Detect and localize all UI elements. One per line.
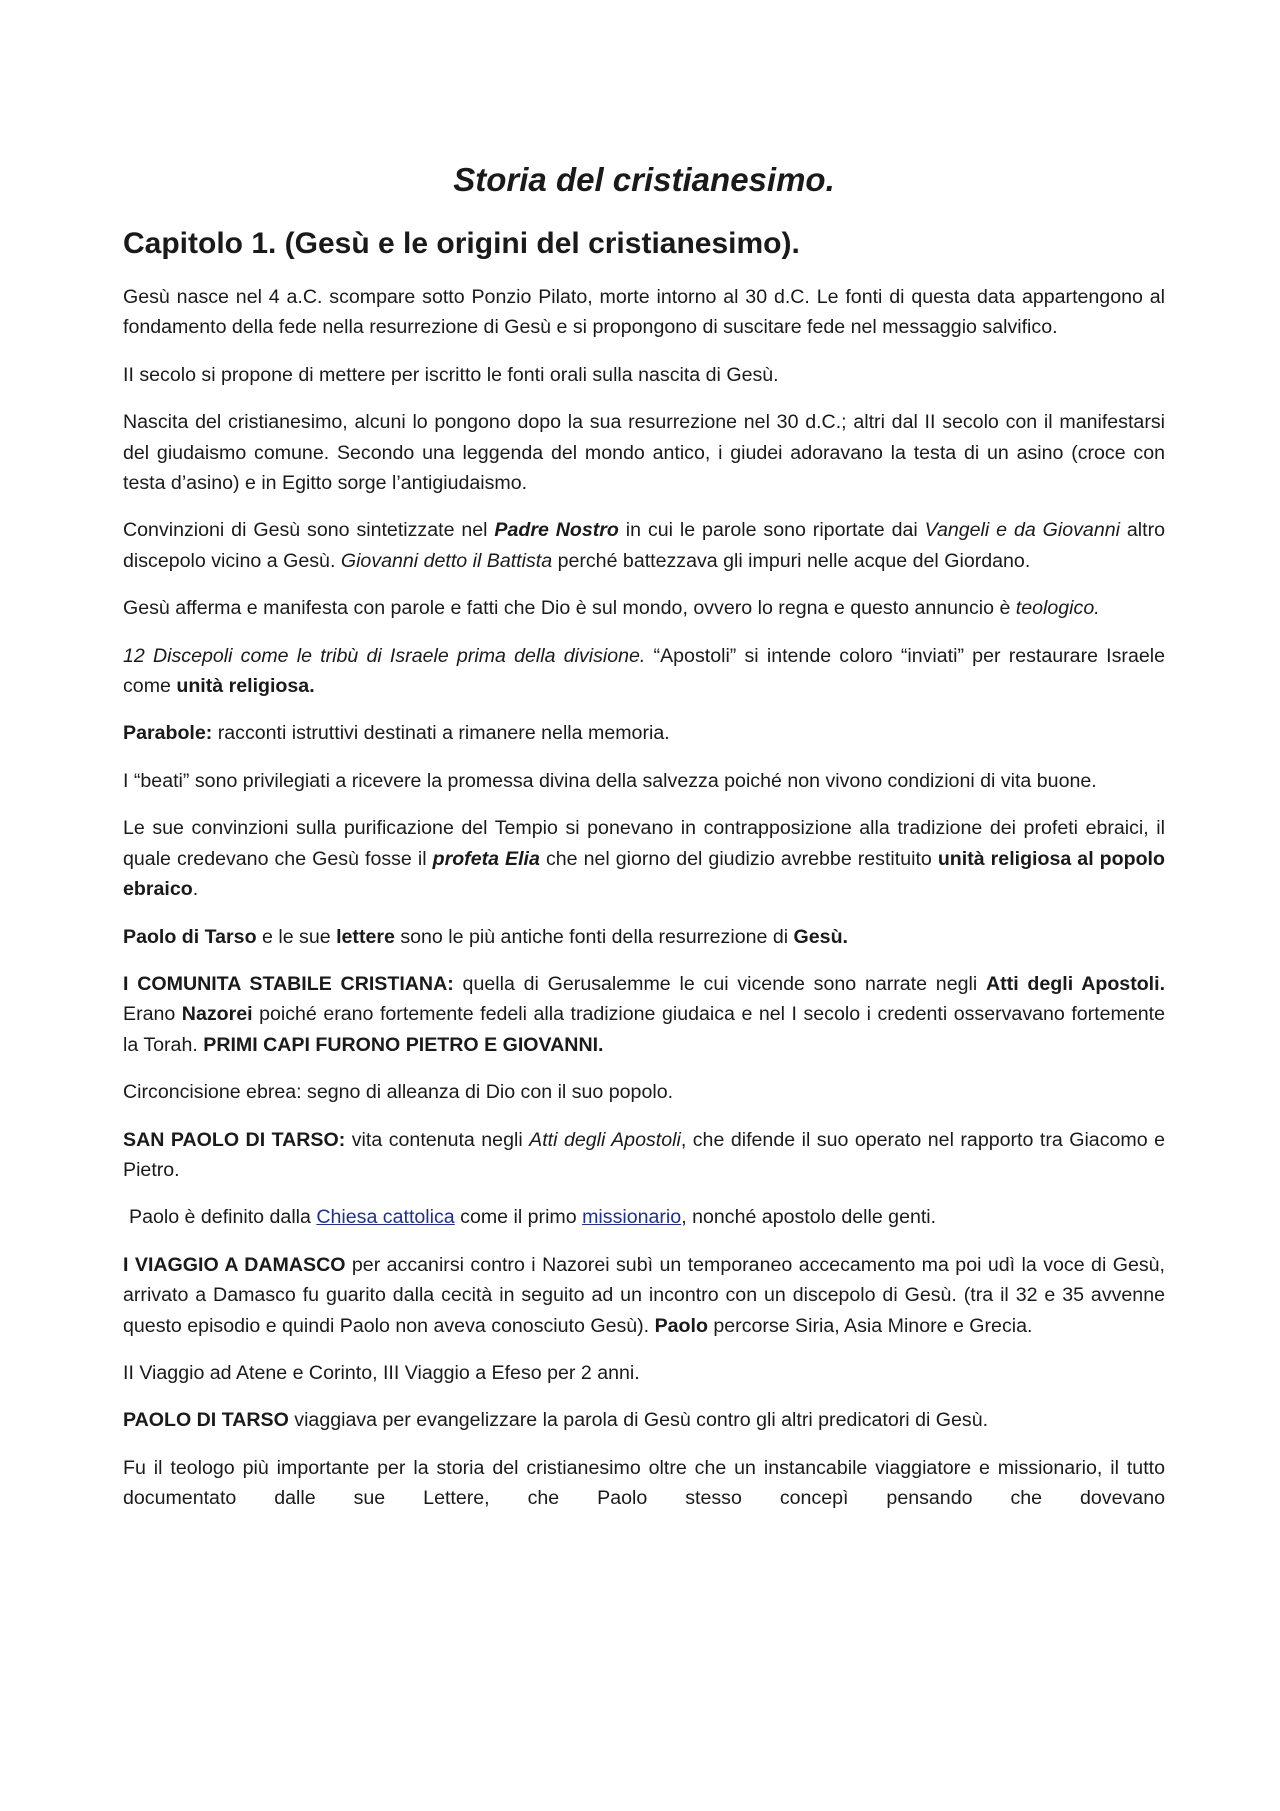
text-run: percorse Siria, Asia Minore e Grecia.: [707, 1314, 1033, 1337]
paragraph-16: II Viaggio ad Atene e Corinto, III Viaggio a Efeso per 2 anni.: [123, 1361, 640, 1384]
paragraph-9: [123, 813, 1165, 904]
text-run: altro discepolo vicino a Gesù.: [123, 519, 1165, 572]
bold-run: PAOLO DI TARSO: [123, 1409, 289, 1432]
bold-run: I COMUNITA STABILE CRISTIANA:: [123, 972, 454, 995]
chapter-heading: Capitolo 1. (Gesù e le origini del cristianesimo).: [123, 227, 800, 260]
text-run: Gesù afferma e manifesta con parole e fatti che Dio è sul mondo, ovvero lo regna e questo annuncio è: [123, 597, 1016, 620]
link-missionario[interactable]: missionario: [582, 1206, 682, 1229]
italic-run: Atti degli Apostoli: [529, 1128, 681, 1151]
text-run: e le sue: [256, 925, 337, 948]
bold-italic-run: Padre Nostro: [494, 519, 619, 542]
italic-run: Giovanni detto il Battista: [340, 549, 553, 572]
text-run: in cui le parole sono riportate dai: [618, 519, 925, 542]
link-chiesa-cattolica[interactable]: Chiesa cattolica: [316, 1206, 455, 1229]
paragraph-14: [123, 1202, 1165, 1232]
text-run: viaggiava per evangelizzare la parola di Gesù contro gli altri predicatori di Gesù.: [288, 1409, 989, 1432]
text-run: racconti istruttivi destinati a rimanere nella memoria.: [212, 722, 670, 745]
document-page: [123, 158, 1165, 1531]
bold-run: I VIAGGIO A DAMASCO: [123, 1253, 346, 1276]
text-run: per accanirsi contro i Nazorei subì un temporaneo accecamento ma poi udì la voce di Gesù, arrivato a Damasco fu guarito dalla cecità in seguito ad un incontro con un discepolo di Gesù. (tra il 32 e 35 avvenne questo episodio e quindi Paolo non aveva conosciuto Gesù).: [123, 1253, 1165, 1337]
text-run: , che difende il suo operato nel rapporto tra Giacomo e Pietro.: [123, 1128, 1165, 1181]
text-run: che nel giorno del giudizio avrebbe restituito: [539, 847, 938, 870]
bold-run: Parabole:: [123, 722, 213, 745]
bold-run: unità religiosa al popolo ebraico: [123, 847, 1165, 901]
text-run: Convinzioni di Gesù sono sintetizzate nel: [123, 519, 495, 542]
text-run: quella di Gerusalemme le cui vicende sono narrate negli: [453, 972, 986, 995]
paragraph-17: [123, 1405, 1165, 1435]
paragraph-15: [123, 1250, 1165, 1341]
italic-run: teologico.: [1015, 597, 1100, 620]
text-run: Erano: [123, 1003, 182, 1026]
bold-run: Nazorei: [181, 1003, 253, 1026]
bold-italic-run: profeta Elia: [432, 847, 540, 870]
text-run: vita contenuta negli: [345, 1128, 530, 1151]
paragraph-18: Fu il teologo più importante per la storia del cristianesimo oltre che un instancabile viaggiatore e missionario, il tutto documentato dalle sue Lettere, che Paolo stesso concepì pensando che dovevano: [123, 1456, 1165, 1510]
bold-run: Paolo di Tarso: [123, 925, 257, 948]
paragraph-6: [123, 641, 1165, 702]
text-run: “Apostoli” si intende coloro “inviati” per restaurare Israele come: [123, 644, 1165, 698]
paragraph-8: I “beati” sono privilegiati a ricevere la promessa divina della salvezza poiché non vivono condizioni di vita buone.: [123, 769, 1097, 792]
paragraph-11: [123, 969, 1165, 1060]
bold-run: lettere: [336, 925, 395, 948]
italic-run: Vangeli e da Giovanni: [924, 519, 1120, 542]
text-run: Le sue convinzioni sulla purificazione del Tempio si ponevano in contrapposizione alla tradizione dei profeti ebraici, il quale credevano che Gesù fosse il: [123, 817, 1165, 870]
paragraph-1: Gesù nasce nel 4 a.C. scompare sotto Ponzio Pilato, morte intorno al 30 d.C. Le fonti di questa data appartengono al fondamento della fede nella resurrezione di Gesù e si propongono di suscitare fede nel messaggio salvifico.: [123, 286, 1165, 339]
paragraph-5: [123, 593, 1165, 623]
paragraph-3: Nascita del cristianesimo, alcuni lo pongono dopo la sua resurrezione nel 30 d.C.; altri dal II secolo con il manifestarsi del giudaismo comune. Secondo una leggenda del mondo antico, i giudei adoravano la testa di un asino (croce con testa d’asino) e in Egitto sorge l’antigiudaismo.: [123, 411, 1165, 495]
bold-run: Paolo: [654, 1314, 708, 1337]
bold-run: unità religiosa.: [176, 675, 315, 698]
bold-run: PRIMI CAPI FURONO PIETRO E GIOVANNI.: [203, 1033, 604, 1056]
text-run: come il primo: [454, 1206, 583, 1229]
bold-run: SAN PAOLO DI TARSO:: [123, 1128, 346, 1151]
paragraph-2: II secolo si propone di mettere per iscritto le fonti orali sulla nascita di Gesù.: [123, 363, 779, 386]
paragraph-12: Circoncisione ebrea: segno di alleanza di Dio con il suo popolo.: [123, 1081, 674, 1104]
text-run: .: [192, 878, 199, 901]
paragraph-7: [123, 718, 1165, 748]
paragraph-10: [123, 922, 1165, 952]
paragraph-4: [123, 515, 1165, 576]
bold-run: Atti degli Apostoli.: [986, 972, 1166, 995]
text-run: sono le più antiche fonti della resurrezione di: [394, 925, 794, 948]
bold-run: Gesù.: [793, 925, 848, 948]
document-title: Storia del cristianesimo.: [453, 161, 835, 198]
text-run: perché battezzava gli impuri nelle acque del Giordano.: [552, 549, 1031, 572]
paragraph-13: [123, 1125, 1165, 1186]
text-run: , nonché apostolo delle genti.: [681, 1206, 937, 1229]
text-run: Paolo è definito dalla: [129, 1206, 317, 1229]
text-run: poiché erano fortemente fedeli alla tradizione giudaica e nel I secolo i credenti osservavano fortemente la Torah.: [123, 1003, 1165, 1056]
italic-run: 12 Discepoli come le tribù di Israele prima della divisione.: [123, 644, 646, 667]
